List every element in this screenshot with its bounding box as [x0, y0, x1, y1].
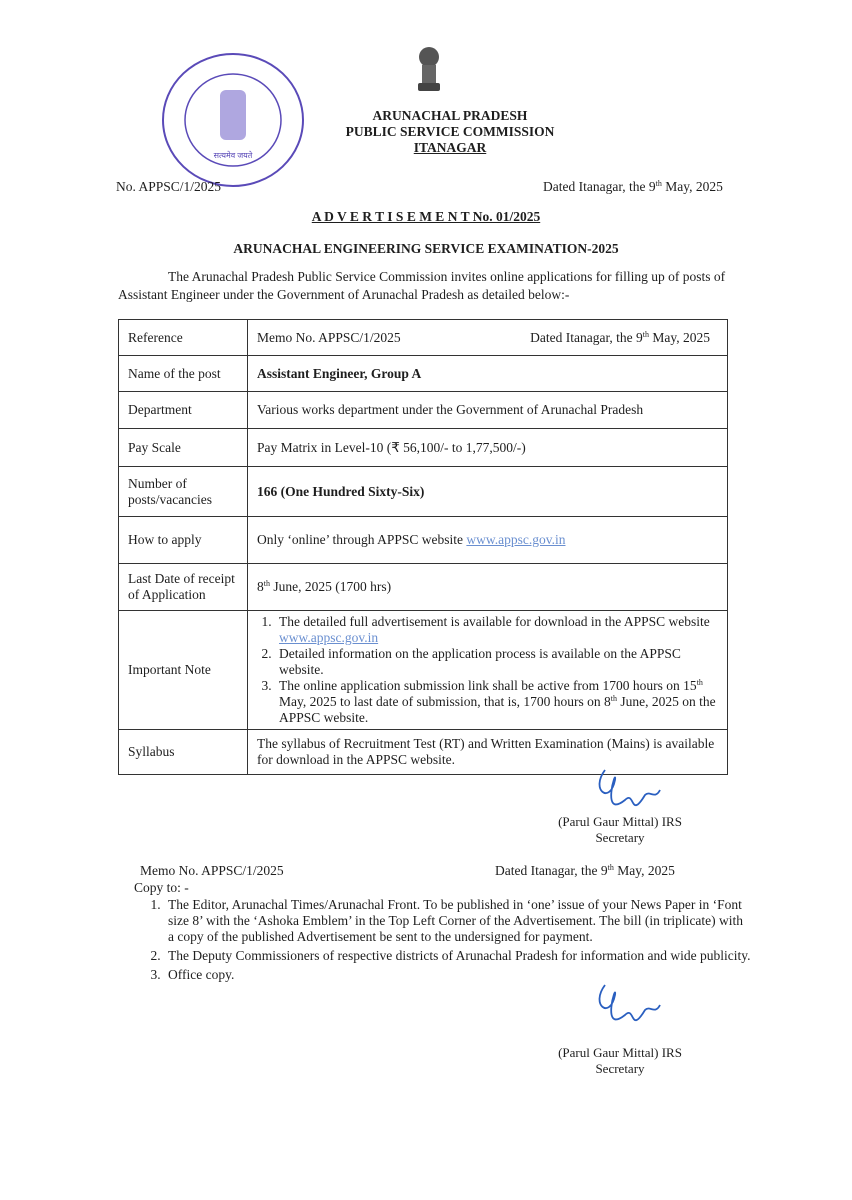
issue-date: Dated Itanagar, the 9th May, 2025 — [543, 179, 723, 194]
table-row: Important Note 1. The detailed full advertisement is available for download in the APPSC website www.appsc.gov.in 2. Detailed information on the application process is available on the APPSC website. 3. The online application submission link shall be active from 1700 hours on 15th May, 2025 to last date of submission, that is, 1700 hours on 8th June, 2025 on the APPSC website. — [119, 611, 728, 730]
copy-item: 2. The Deputy Commissioners of respective districts of Arunachal Pradesh for information and wide publicity. — [164, 948, 752, 964]
memo-number: Memo No. APPSC/1/2025 — [140, 863, 284, 878]
website-link[interactable]: www.appsc.gov.in — [466, 532, 566, 547]
memo-date: Dated Itanagar, the 9th May, 2025 — [495, 863, 675, 878]
website-link[interactable]: www.appsc.gov.in — [279, 630, 379, 645]
table-row: Number of posts/vacancies 166 (One Hundred Sixty-Six) — [119, 467, 728, 517]
table-row: Department Various works department under the Government of Arunachal Pradesh — [119, 392, 728, 429]
reference-number: No. APPSC/1/2025 — [116, 179, 222, 194]
signatory-block-1: (Parul Gaur Mittal) IRS Secretary — [558, 814, 682, 845]
note-item: 1. The detailed full advertisement is available for download in the APPSC website www.appsc.gov.in — [275, 614, 718, 646]
copy-to-label: Copy to: - — [134, 880, 189, 895]
org-line2: PUBLIC SERVICE COMMISSION — [345, 124, 555, 139]
signatory-block-2: (Parul Gaur Mittal) IRS Secretary — [558, 1045, 682, 1076]
copy-item: 3. Office copy. — [164, 967, 752, 983]
table-row: Reference Memo No. APPSC/1/2025 Dated Itanagar, the 9th May, 2025 — [119, 320, 728, 356]
svg-text:सत्यमेव जयते: सत्यमेव जयते — [213, 151, 253, 160]
advertisement-title: A D V E R T I S E M E N T No. 01/2025 — [311, 209, 541, 224]
org-name — [300, 108, 600, 156]
table-row: Last Date of receipt of Application 8th June, 2025 (1700 hrs) — [119, 564, 728, 611]
copy-item: 1. The Editor, Arunachal Times/Arunachal Front. To be published in ‘one’ issue of your News Paper in ‘Font size 8’ with the ‘Ashoka Emblem’ in the Top Left Corner of the Advertisement. The bill (in triplicate) with a copy of the published Advertisement be sent to the undersigned for payment. — [164, 897, 752, 945]
org-line3: ITANAGAR — [413, 140, 487, 155]
table-row: How to apply Only ‘online’ through APPSC website www.appsc.gov.in — [119, 517, 728, 564]
table-row: Syllabus The syllabus of Recruitment Test (RT) and Written Examination (Mains) is available for download in the APPSC website. — [119, 730, 728, 775]
ashoka-emblem-icon — [414, 45, 444, 95]
exam-title: ARUNACHAL ENGINEERING SERVICE EXAMINATION-2025 — [233, 241, 619, 256]
signature — [585, 975, 665, 1045]
details-table — [118, 319, 728, 775]
table-row: Pay Scale Pay Matrix in Level-10 (₹ 56,100/- to 1,77,500/-) — [119, 429, 728, 467]
intro-paragraph: The Arunachal Pradesh Public Service Commission invites online applications for filling up of posts of Assistant Engineer under the Government of Arunachal Pradesh as detailed below:- — [118, 269, 726, 302]
note-item: 3. The online application submission link shall be active from 1700 hours on 15th May, 2025 to last date of submission, that is, 1700 hours on 8th June, 2025 on the APPSC website. — [275, 678, 718, 726]
copy-list — [140, 897, 752, 983]
org-line1: ARUNACHAL PRADESH — [372, 108, 528, 123]
table-row: Name of the post Assistant Engineer, Group A — [119, 356, 728, 392]
note-item: 2. Detailed information on the application process is available on the APPSC website. — [275, 646, 718, 678]
commission-seal — [158, 50, 308, 190]
